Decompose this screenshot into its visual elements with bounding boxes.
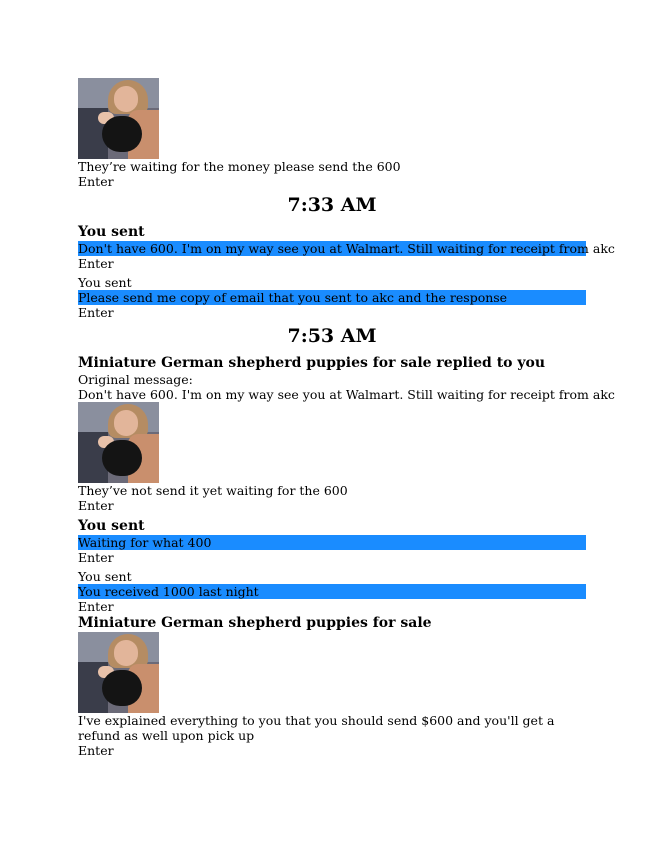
timestamp: 7:33 AM [287, 194, 377, 216]
message-text: I've explained everything to you that you should send $600 and you'll get a refund as well upon pick up [78, 713, 555, 743]
message-text: Enter [78, 256, 114, 271]
sender-heading: You sent [78, 518, 145, 534]
sent-message-highlighted: Don't have 600. I'm on my way see you at Walmart. Still waiting for receipt from akc [78, 241, 615, 256]
message-text: They’ve not send it yet waiting for the 600 [78, 483, 348, 498]
sender-heading: Miniature German shepherd puppies for sale replied to you [78, 355, 546, 371]
message-text: Don't have 600. I'm on my way see you at Walmart. Still waiting for receipt from akc [78, 387, 615, 402]
person-holding-puppy-photo [78, 402, 159, 483]
message-text: They’re waiting for the money please send the 600 [78, 159, 401, 174]
message-text: Original message: [78, 372, 193, 387]
message-text: Enter [78, 305, 114, 320]
message-text: Enter [78, 498, 114, 513]
sender-heading: Miniature German shepherd puppies for sale [78, 615, 432, 631]
timestamp: 7:53 AM [287, 325, 377, 347]
person-holding-puppy-photo [78, 632, 159, 713]
sender-heading: You sent [78, 224, 145, 240]
conversation-page [78, 78, 615, 758]
sent-message-highlighted: Waiting for what 400 [78, 535, 586, 550]
message-text: Enter [78, 550, 114, 565]
message-text: Enter [78, 174, 114, 189]
sent-message-highlighted: You received 1000 last night [78, 584, 586, 599]
message-text: Enter [78, 743, 114, 758]
person-holding-puppy-photo [78, 78, 159, 159]
message-text: You sent [78, 275, 132, 290]
message-text: Enter [78, 599, 114, 614]
message-text: You sent [78, 569, 132, 584]
sent-message-highlighted: Please send me copy of email that you sent to akc and the response [78, 290, 586, 305]
